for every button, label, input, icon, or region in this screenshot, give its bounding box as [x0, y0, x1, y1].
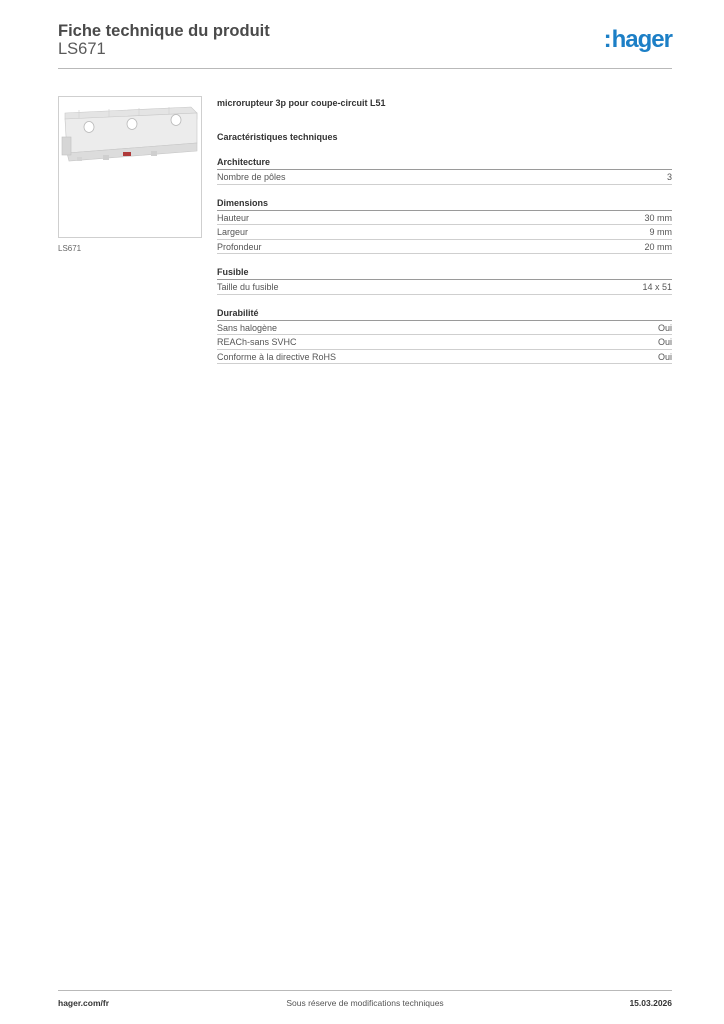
document-title: Fiche technique du produit	[58, 22, 270, 40]
spec-label: Taille du fusible	[217, 282, 279, 292]
spec-row	[217, 350, 672, 365]
page-header	[58, 20, 672, 68]
spec-row	[217, 335, 672, 350]
spec-section	[217, 197, 672, 255]
footer-website[interactable]: hager.com/fr	[58, 998, 110, 1008]
spec-value: 9 mm	[649, 227, 672, 237]
spec-value: 3	[666, 172, 672, 182]
section-title: Dimensions	[217, 197, 672, 211]
brand-name: :hager	[603, 26, 672, 53]
spec-label: Profondeur	[217, 241, 262, 252]
footer-divider	[58, 990, 672, 991]
footer-date: 15.03.2026	[629, 998, 672, 1008]
product-description: microrupteur 3p pour coupe-circuit L51	[217, 98, 386, 108]
spec-section	[217, 156, 672, 185]
spec-section	[217, 266, 672, 295]
section-title: Fusible	[217, 266, 672, 280]
image-caption: LS671	[58, 244, 82, 253]
spec-value: Oui	[657, 337, 672, 347]
brand-text: hager	[611, 26, 672, 53]
page-footer	[58, 998, 672, 1012]
spec-label: REACh-sans SVHC	[217, 337, 297, 347]
spec-value: 14 x 51	[642, 282, 672, 292]
spec-label: Nombre de pôles	[217, 172, 286, 182]
hager-logo	[592, 26, 672, 56]
spec-section	[217, 307, 672, 365]
spec-value: 30 mm	[644, 212, 672, 223]
spec-value: Oui	[657, 322, 672, 333]
spec-row	[217, 240, 672, 255]
spec-label: Largeur	[217, 227, 249, 237]
spec-row	[217, 225, 672, 240]
spec-row	[217, 211, 672, 226]
spec-row	[217, 170, 672, 185]
spec-value: 20 mm	[644, 241, 672, 252]
spec-row	[217, 321, 672, 336]
product-reference: LS671	[58, 40, 106, 58]
spec-label: Conforme à la directive RoHS	[217, 351, 337, 362]
product-image	[58, 96, 202, 238]
product-photo-icon	[59, 97, 201, 237]
spec-panel	[217, 96, 672, 364]
footer-disclaimer: Sous réserve de modifications techniques	[286, 998, 444, 1008]
section-title: Durabilité	[217, 307, 672, 321]
spec-heading: Caractéristiques techniques	[217, 132, 338, 142]
section-title: Architecture	[217, 156, 672, 170]
spec-value: Oui	[657, 351, 672, 362]
spec-row	[217, 280, 672, 295]
spec-label: Sans halogène	[217, 322, 278, 333]
header-divider	[58, 68, 672, 69]
spec-label: Hauteur	[217, 212, 250, 223]
